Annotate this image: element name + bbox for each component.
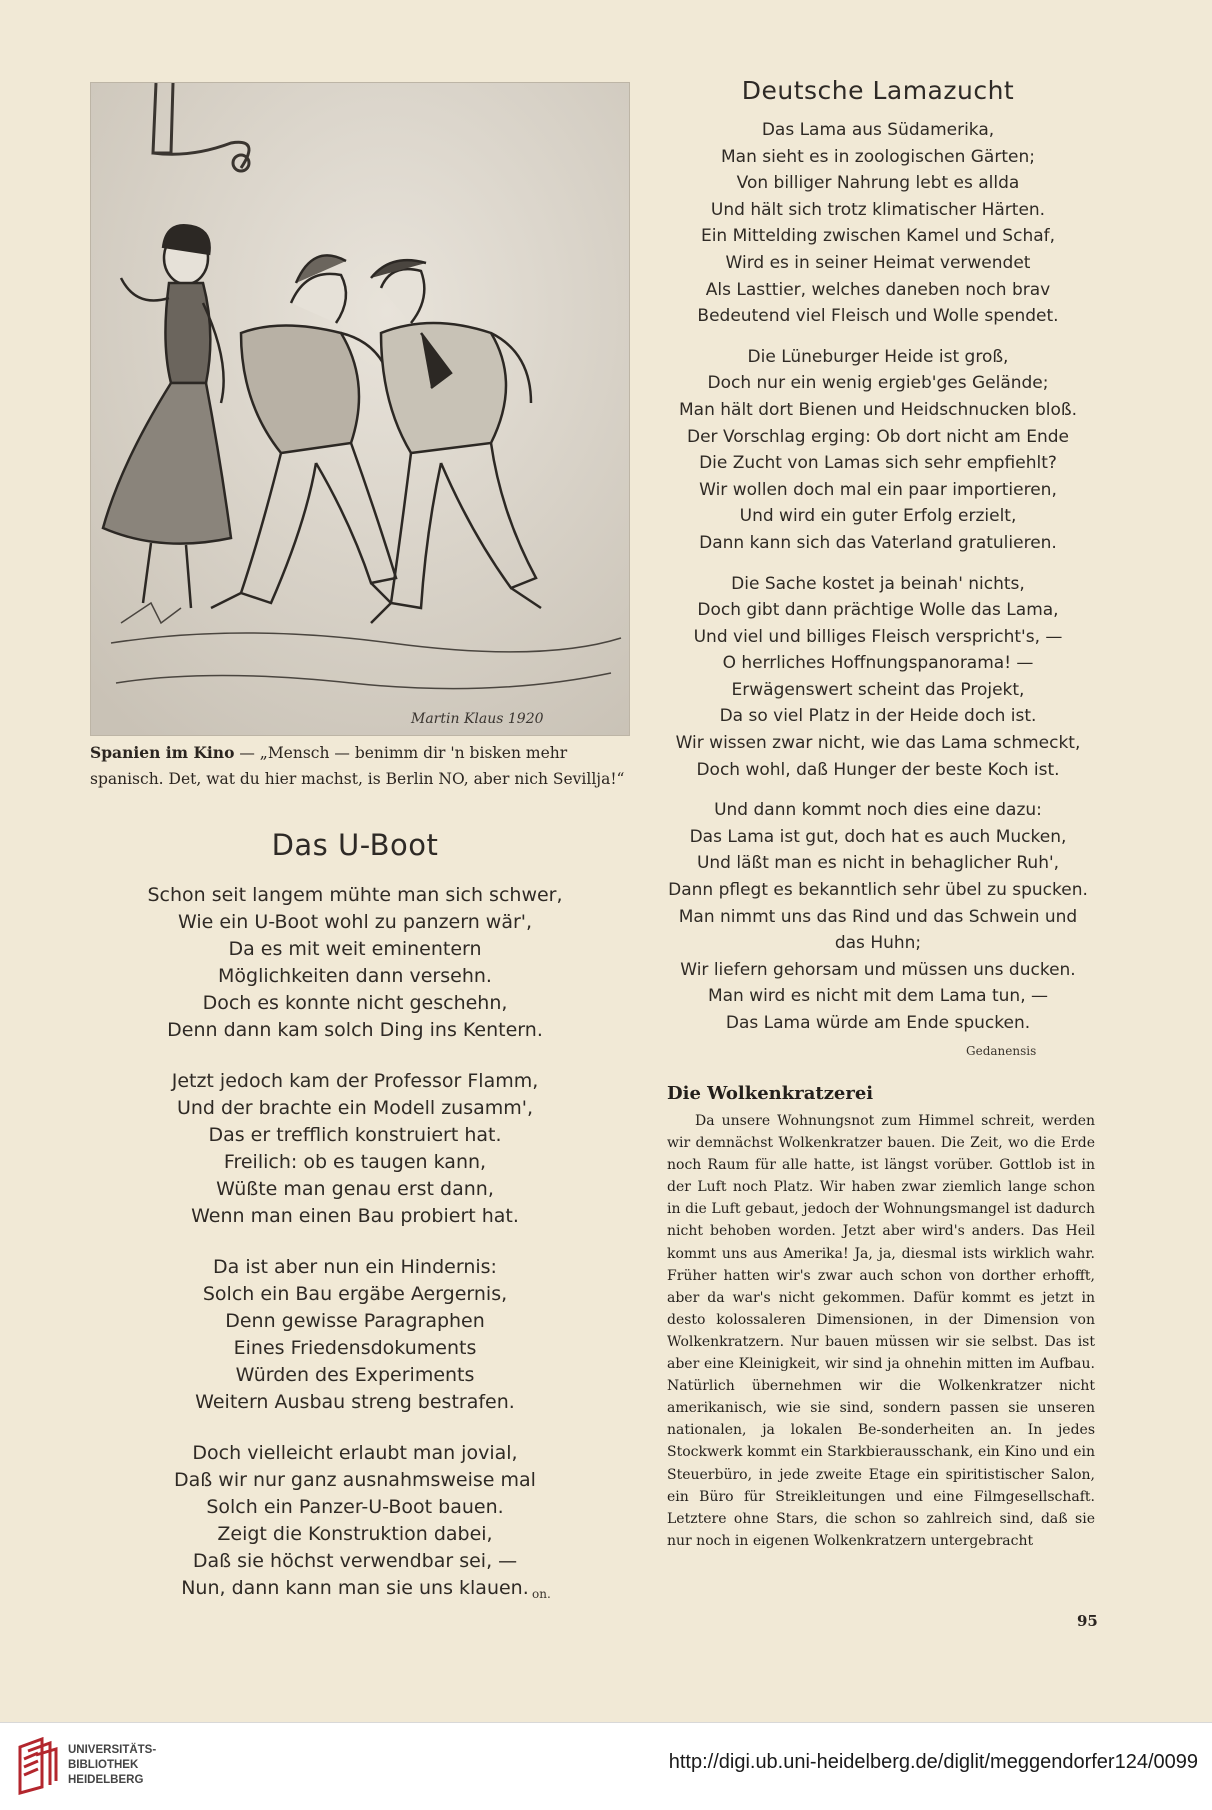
poem-line: Dann kann sich das Vaterland gratulieren.: [699, 532, 1057, 553]
poem-line: Denn gewisse Paragraphen: [225, 1310, 485, 1332]
poem-line: Freilich: ob es taugen kann,: [223, 1151, 487, 1173]
poem-line: Da es mit weit eminentern: [228, 938, 482, 960]
poem-line: Und viel und billiges Fleisch verspricht's, —: [693, 626, 1063, 647]
article-body: Da unsere Wohnungsnot zum Himmel schreit, werden wir demnächst Wolkenkratzer bauen. Die Zeit, wo die Erde noch Raum für alle hatte, ist längst vorüber. Gottlob ist in der Luft noch Platz. Wir haben zwar ziemlich lange schon in die Luft gebaut, jedoch der Wohnungsmangel ist dadurch nicht behoben worden. Jetzt aber wird's anders. Das Heil kommt uns aus Amerika! Ja, ja, diesmal ists wirklich wahr. Früher hatten wir's zwar auch schon von dorther erhofft, aber da war's nicht gekommen. Dafür kommt es jetzt in desto kolossaleren Dimensionen, in der Dimension von Wolkenkratzern. Nur bauen müssen wir sie selbst. Das ist aber eine Kleinigkeit, wir sind ja ohnehin mitten im Aufbau. Natürlich übernehmen wir die Wolkenkratzer nicht amerikanisch, wie sie sind, sondern passen sie unseren nationalen, ja lokalen Be-sonderheiten an. In jedes Stockwerk kommt ein Starkbierausschank, ein Kino und ein Steuerbüro, in jede zweite Etage ein spiritistischer Salon, ein Büro für Streikleitungen und eine Filmgesellschaft. Letztere ohne Stars, die schon so zahlreich sind, daß sie nur noch in eigenen Wolkenkratzern untergebracht: [667, 1113, 1095, 1549]
poem-line: Solch ein Bau ergäbe Aergernis,: [202, 1283, 508, 1305]
poem-line: Möglichkeiten dann versehn.: [218, 965, 492, 987]
poem-stanza: [660, 344, 1096, 557]
poem-das-u-boot: [110, 828, 600, 1626]
poem-line: Nun, dann kann man sie uns klauen.: [181, 1577, 529, 1599]
poem-line: Das er trefflich konstruiert hat.: [208, 1124, 502, 1146]
poem-line: Der Vorschlag erging: Ob dort nicht am Ende: [687, 426, 1069, 447]
poem-line: Man hält dort Bienen und Heidschnucken bloß.: [678, 399, 1078, 420]
poem-line: Weitern Ausbau streng bestrafen.: [195, 1391, 515, 1413]
poem-line: Schon seit langem mühte man sich schwer,: [147, 884, 563, 906]
poem-line: Das Lama ist gut, doch hat es auch Mucken,: [689, 826, 1067, 847]
poem-line: Man wird es nicht mit dem Lama tun, —: [707, 986, 1049, 1007]
poem-line: Jetzt jedoch kam der Professor Flamm,: [171, 1070, 539, 1092]
permalink-url[interactable]: http://digi.ub.uni-heidelberg.de/diglit/meggendorfer124/0099: [668, 1751, 1198, 1773]
logo-line: UNIVERSITÄTS-: [68, 1744, 157, 1756]
poem-line: Würden des Experiments: [235, 1364, 475, 1386]
poem-signature: Gedanensis: [966, 1044, 1037, 1058]
poem-line: Das Lama aus Südamerika,: [761, 120, 995, 140]
poem-line: Doch vielleicht erlaubt man jovial,: [192, 1442, 518, 1464]
poem-line: Und wird ein guter Erfolg erzielt,: [739, 506, 1017, 527]
poem-line: Wir liefern gehorsam und müssen uns ducken.: [680, 959, 1076, 980]
poem-line: Und dann kommt noch dies eine dazu:: [714, 800, 1042, 821]
caption-title: Spanien im Kino: [90, 743, 235, 762]
poem-stanza: [660, 117, 1096, 330]
poem-line: Wie ein U-Boot wohl zu panzern wär',: [177, 911, 533, 933]
poem-line: Und hält sich trotz klimatischer Härten.: [710, 199, 1046, 220]
poem-line: Wenn man einen Bau probiert hat.: [191, 1205, 519, 1227]
poem-line: das Huhn;: [834, 933, 922, 954]
poem-line: Zeigt die Konstruktion dabei,: [217, 1523, 493, 1545]
poem-line: Bedeutend viel Fleisch und Wolle spendet.: [697, 306, 1059, 327]
poem-line: Daß wir nur ganz ausnahmsweise mal: [174, 1469, 536, 1491]
cartoon-drawing: [91, 83, 629, 735]
university-library-logo-icon: [16, 1737, 60, 1799]
poem-line: Denn dann kam solch Ding ins Kentern.: [167, 1019, 543, 1041]
poem-title: Deutsche Lamazucht: [741, 76, 1015, 105]
poem-line: Solch ein Panzer-U-Boot bauen.: [206, 1496, 504, 1518]
poem-line: Eines Friedensdokuments: [233, 1337, 477, 1359]
poem-signature: on.: [532, 1587, 551, 1601]
poem-line: Da ist aber nun ein Hindernis:: [213, 1256, 497, 1278]
poem-line: Die Lüneburger Heide ist groß,: [747, 346, 1009, 367]
poem-stanza: [660, 571, 1096, 784]
logo-line: BIBLIOTHEK: [68, 1759, 139, 1771]
page-number: 95: [1077, 1612, 1098, 1630]
poem-line: Da so viel Platz in der Heide doch ist.: [719, 706, 1037, 727]
poem-line: Wüßte man genau erst dann,: [216, 1178, 494, 1200]
illustration-signature: Martin Klaus 1920: [411, 711, 544, 727]
poem-line: Das Lama würde am Ende spucken.: [725, 1013, 1031, 1033]
poem-line: Ein Mittelding zwischen Kamel und Schaf,: [700, 226, 1056, 247]
poem-line: Von billiger Nahrung lebt es allda: [736, 173, 1020, 194]
cartoon-illustration: [90, 82, 630, 736]
poem-line: O herrliches Hoffnungspanorama! —: [722, 653, 1034, 674]
university-library-name: [68, 1743, 156, 1788]
poem-stanza: [110, 1254, 600, 1416]
article-wolkenkratzerei: [667, 1083, 1095, 1552]
poem-line: Doch nur ein wenig ergieb'ges Gelände;: [707, 373, 1049, 394]
poem-line: Man nimmt uns das Rind und das Schwein und: [678, 906, 1078, 927]
poem-deutsche-lamazucht: [660, 76, 1096, 1051]
poem-line: Doch wohl, daß Hunger der beste Koch ist.: [696, 759, 1060, 780]
logo-line: HEIDELBERG: [68, 1774, 144, 1786]
illustration-caption: [90, 740, 640, 792]
poem-line: Doch gibt dann prächtige Wolle das Lama,: [697, 600, 1059, 621]
poem-line: Und der brachte ein Modell zusamm',: [176, 1097, 534, 1119]
poem-line: Und läßt man es nicht in behaglicher Ruh',: [696, 853, 1060, 874]
poem-line: Dann pflegt es bekanntlich sehr übel zu spucken.: [668, 880, 1088, 901]
poem-title: Das U-Boot: [271, 828, 439, 862]
poem-line: Die Zucht von Lamas sich sehr empfiehlt?: [699, 453, 1057, 474]
caption-text: — „Mensch — benimm dir 'n bisken mehr spanisch. Det, wat du hier machst, is Berlin NO, aber nich Sevillja!“: [90, 744, 625, 788]
poem-line: Die Sache kostet ja beinah' nichts,: [731, 573, 1025, 594]
poem-line: Als Lasttier, welches daneben noch brav: [705, 279, 1051, 300]
poem-line: Wird es in seiner Heimat verwendet: [725, 252, 1031, 273]
poem-stanza: [110, 1440, 600, 1602]
poem-line: Wir wollen doch mal ein paar importieren,: [699, 479, 1057, 500]
poem-line: Daß sie höchst verwendbar sei, —: [192, 1550, 518, 1572]
poem-line: Wir wissen zwar nicht, wie das Lama schmeckt,: [675, 733, 1081, 754]
poem-stanza: [660, 797, 1096, 1036]
poem-line: Man sieht es in zoologischen Gärten;: [721, 146, 1035, 167]
article-title: Die Wolkenkratzerei: [667, 1083, 874, 1104]
poem-stanza: [110, 882, 600, 1044]
poem-line: Erwägenswert scheint das Projekt,: [731, 679, 1025, 700]
viewer-footer: [0, 1722, 1212, 1810]
poem-line: Doch es konnte nicht geschehn,: [202, 992, 508, 1014]
poem-stanza: [110, 1068, 600, 1230]
